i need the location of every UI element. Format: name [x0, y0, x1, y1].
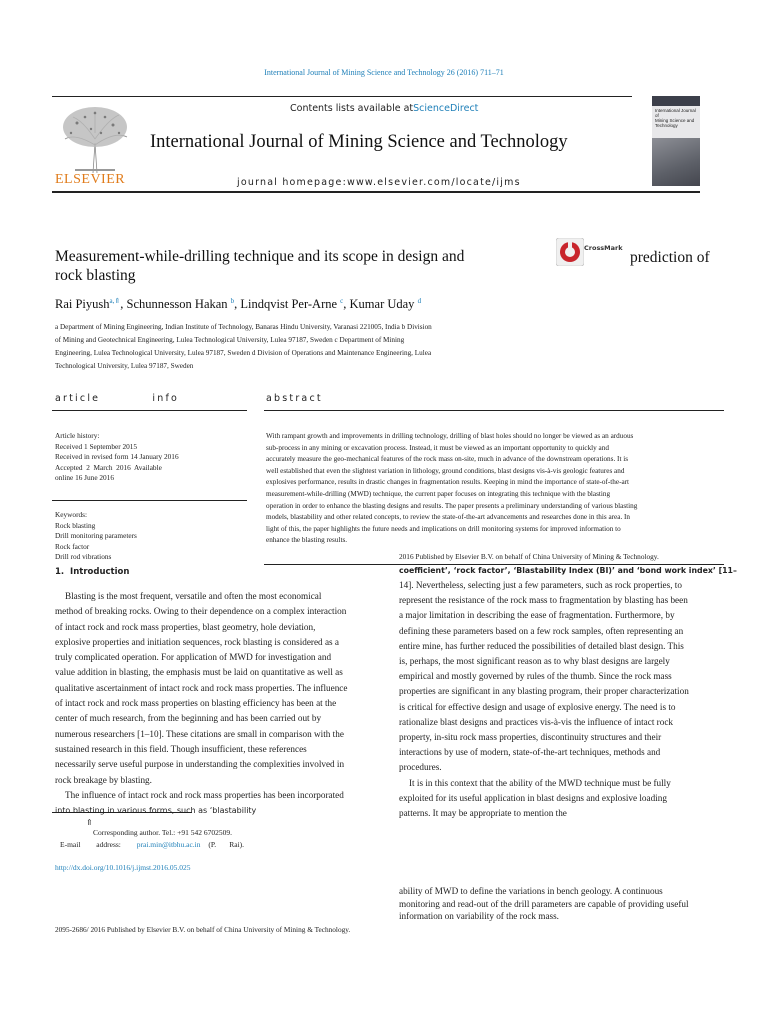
author-4-mark[interactable]: d — [417, 297, 422, 305]
affiliations — [55, 321, 505, 373]
intro-right-para2-line-2: exploited for its useful application in blast designs and explosive loading — [399, 792, 667, 803]
abstract-line-6: measurement-while-drilling (MWD) technique, the current paper focuses on integrating this technique with the blasting — [266, 489, 611, 498]
cover-title-line-1: International Journal of — [655, 108, 696, 118]
intro-left-line-12: necessarily serve useful purpose in understanding the complexities involved in — [55, 759, 345, 770]
article-history — [55, 431, 245, 484]
author-4: , Kumar Uday — [343, 297, 415, 312]
history-label: Article history: — [55, 431, 100, 440]
author-3: , Lindqvist Per-Arne — [234, 297, 338, 312]
corresponding-author: Corresponding author. Tel.: +91 542 6702509. — [93, 828, 232, 837]
author-2: , Schunnesson Hakan — [120, 297, 228, 312]
journal-title: International Journal of Mining Science and Technology — [150, 132, 568, 152]
intro-right-line-8: properties are significant in any blasting program, their proper characterization — [399, 686, 689, 697]
article-title — [55, 247, 535, 285]
masthead-rule — [52, 191, 700, 193]
keyword-4: Drill rod vibrations — [55, 552, 112, 561]
contents-prefix: Contents lists available at — [290, 103, 414, 114]
intro-right-line-3: a major limitation in describing the ease of fragmentation. Furthermore, by — [399, 610, 675, 621]
cover-title-line-3: Technology — [655, 123, 678, 128]
continued-line-2: monitoring and read-out of the drill parameters are capable of providing useful — [399, 898, 689, 909]
affiliation-line-2: of Mining and Geotechnical Engineering, Lulea Technological University, Lulea 97187, Sweden c Department of Mining — [55, 336, 405, 344]
abstract-line-9: light of this, the paper highlights the future needs and implications on drill monitoring systems for improved information to — [266, 524, 621, 533]
author-1: Rai Piyush — [55, 297, 110, 312]
keywords — [55, 510, 245, 563]
intro-right-line-9: is critical for effective design and usage of explosive energy. The need is to — [399, 701, 676, 712]
elsevier-tree-logo — [55, 103, 135, 175]
abstract-line-5: explosives performance, results in drastic changes in fragmentation results. Keeping in mind the importance of state-of-the-art — [266, 478, 630, 487]
author-2-mark[interactable]: b — [230, 297, 235, 305]
intro-right-line-1: 14]. Nevertheless, selecting just a few parameters, such as rock properties, to — [399, 580, 682, 590]
intro-left-line-10: numerous researchers [1–10]. These citations are small in comparison with the — [55, 728, 344, 739]
history-received: Received 1 September 2015 — [55, 441, 138, 451]
homepage-url[interactable]: www.elsevier.com/locate/ijms — [346, 177, 521, 188]
intro-right-top-line: coefficient’, ‘rock factor’, ‘Blastability Index (BI)’ and ‘bond work index’ [11– — [399, 566, 737, 575]
intro-right-line-10: rationalize blast designs and practices vis-à-vis the influence of intact rock — [399, 716, 673, 727]
intro-right-line-2: represent the resistance of the rock mass to fragmentation by blasting has been — [399, 595, 688, 606]
homepage-prefix: journal homepage: — [237, 177, 347, 188]
abstract-line-2: sub-process in any mining or excavation process. Instead, it must be viewed as an important opportunity to quickly and — [266, 443, 609, 452]
intro-right-line-11: property, in-situ rock mass properties, discontinuity structures and their — [399, 732, 662, 743]
continued-line-1: ability of MWD to define the variations in bench geology. A continuous — [399, 886, 663, 896]
introduction-heading: 1. Introduction — [55, 567, 130, 577]
journal-citation[interactable]: International Journal of Mining Science and Technology 26 (2016) 711–71 — [264, 68, 504, 77]
intro-continued — [399, 885, 724, 923]
abstract-line-10: enhance the blasting results. — [266, 536, 348, 545]
intro-left-line-2: method of breaking rocks. Owing to their dependence on a complex interaction — [55, 606, 347, 617]
email-label: E-mail — [60, 840, 81, 849]
intro-right-para2-line-1: It is in this context that the ability of the MWD technique must be fully — [409, 777, 671, 788]
intro-right-line-6: is, perhaps, the most significant reason as to why blast designs are largely — [399, 656, 670, 667]
history-accepted: Accepted 2 March 2016 Available — [55, 462, 162, 472]
intro-left-column — [55, 589, 378, 818]
article-title-line-2: rock blasting — [55, 267, 136, 284]
intro-right-para2-line-3: patterns. It may be appropriate to mention the — [399, 808, 567, 819]
email-link[interactable]: prai.min@itbhu.ac.in — [136, 840, 201, 849]
address-label: address: — [96, 840, 121, 849]
footnote-mark: ⇑ — [86, 818, 93, 827]
intro-left-line-13: rock breakage by blasting. — [55, 774, 152, 785]
intro-left-line-5: truly complicated operation. For application of MWD for investigation and — [55, 652, 332, 663]
abstract-line-7: operation in order to enhance the blasting designs and results. The paper presents a preliminary understanding of various blasting — [266, 501, 638, 510]
author-name-short: (P. Rai). — [208, 840, 245, 849]
journal-cover-image — [652, 96, 700, 186]
intro-left-line-9: center of much research, from the beginning and has been carried out by — [55, 713, 322, 724]
intro-left-line-11: sustained research in this field. Though insufficient, these references — [55, 743, 307, 754]
affiliation-line-3: Engineering, Lulea Technological University, Lulea 97187, Sweden d Division of Operations and Maintenance Engineering, Lulea — [55, 349, 432, 357]
contents-available — [290, 103, 478, 114]
publisher-logo-text: ELSEVIER — [55, 172, 126, 187]
intro-left-line-8: of intact rock and rock mass properties on blasting efficiency has been at the — [55, 698, 337, 709]
sciencedirect-link[interactable]: ScienceDirect — [413, 103, 479, 114]
keyword-1: Rock blasting — [55, 520, 96, 530]
author-list — [55, 297, 421, 312]
author-3-mark[interactable]: c — [340, 297, 344, 305]
affiliation-line-4: Technological University, Lulea 97187, Sweden — [55, 362, 194, 370]
article-title-line-1: Measurement-while-drilling technique and its scope in design and — [55, 248, 465, 265]
intro-right-line-12: interactions by use of modern, state-of-the-art techniques, methods and — [399, 747, 661, 758]
affiliation-line-1: a Department of Mining Engineering, Indian Institute of Technology, Banaras Hindu University, Varanasi 221005, India b Division — [55, 323, 432, 331]
intro-right-line-5: entire mine, has further reduced the possibilities of detailed blast design. This — [399, 640, 684, 651]
intro-right-column — [399, 578, 724, 821]
abstract-line-1: With rampant growth and improvements in drilling technology, drilling of blast holes should no longer be viewed as an arduous — [266, 432, 634, 440]
abstract-heading: abstract — [266, 393, 323, 404]
intro-left-line-4: explosive properties and initiation sequences, rock blasting is considered as a — [55, 636, 339, 647]
keyword-3: Rock factor — [55, 541, 90, 551]
intro-right-line-13: procedures. — [399, 762, 442, 773]
author-email — [60, 840, 280, 849]
doi-link[interactable]: http://dx.doi.org/10.1016/j.ijmst.2016.05.025 — [55, 863, 191, 872]
history-online: online 16 June 2016 — [55, 473, 114, 482]
abstract-line-3: accurately measure the geo-mechanical features of the rock mass on-site, much in advance of the downstream operations. It is — [266, 455, 629, 464]
intro-left-line-3: of intact rock and rock mass properties, blast geometry, hole deviation, — [55, 621, 316, 632]
abstract-line-4: well established that even the slightest variation in lithology, ground conditions, blast designs vis-à-vis geologic features and — [266, 466, 625, 475]
crossmark-icon[interactable] — [556, 238, 584, 266]
continued-line-3: information on variability of the rock mass. — [399, 911, 559, 921]
journal-homepage — [237, 177, 521, 188]
history-revised: Received in revised form 14 January 2016 — [55, 452, 179, 461]
keywords-label: Keywords: — [55, 510, 88, 519]
issn-copyright: 2095-2686/ 2016 Published by Elsevier B.V. on behalf of China University of Mining & Technology. — [55, 925, 351, 934]
author-1-marks[interactable]: a,⇑ — [109, 297, 121, 305]
article-title-tail: prediction of — [630, 249, 710, 266]
intro-left-line-1: Blasting is the most frequent, versatile and often the most economical — [65, 591, 322, 601]
crossmark-label: CrossMark — [584, 244, 623, 252]
article-info-heading: article info — [55, 393, 180, 404]
abstract-copyright: 2016 Published by Elsevier B.V. on behalf of China University of Mining & Technology. — [399, 552, 659, 561]
intro-left-para2-line-1: The influence of intact rock and rock mass properties has been incorporated — [65, 789, 344, 800]
abstract-line-8: models, blastability and other related concepts, to review the state-of-the-art advancements and researches done in this area. In — [266, 513, 631, 522]
keyword-2: Drill monitoring parameters — [55, 531, 137, 540]
abstract-body — [266, 431, 724, 547]
cover-title-line-2: Mining Science and — [655, 118, 695, 123]
intro-left-line-6: value addition in blasting, the emphasis must be laid on quantitative as well as — [55, 667, 343, 678]
intro-left-line-7: qualitative ascertainment of intact rock and rock mass properties. The influence — [55, 682, 348, 693]
intro-right-line-7: empirical and mostly governed by rules of the thumb. Since the rock mass — [399, 671, 672, 682]
intro-left-para2-line-2: into blasting in various forms, such as ‘blastability — [55, 806, 257, 816]
intro-right-line-4: defining these parameters based on a few rock samples, often representing an — [399, 625, 684, 636]
